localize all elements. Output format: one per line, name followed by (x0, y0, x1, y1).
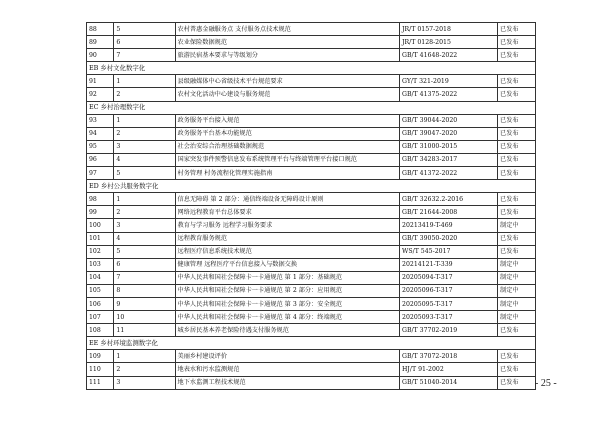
sub-index-cell: 7 (114, 49, 175, 62)
standard-name-cell: 农村文化活动中心建设与服务规范 (175, 88, 400, 101)
sub-index-cell: 3 (114, 219, 175, 232)
standard-name-cell: 远程医疗信息系统技术规范 (175, 245, 400, 258)
table-row (87, 153, 536, 166)
serial-number-cell: 102 (87, 245, 114, 258)
table-row (87, 167, 536, 180)
status-cell: 已发布 (498, 23, 536, 36)
standard-name-cell: 旅游民宿基本要求与等级划分 (175, 49, 400, 62)
category-row (87, 62, 536, 75)
standard-code-cell: JR/T 0157-2018 (400, 23, 498, 36)
serial-number-cell: 95 (87, 140, 114, 153)
standards-table (86, 22, 536, 390)
serial-number-cell: 101 (87, 232, 114, 245)
status-cell: 已发布 (498, 140, 536, 153)
sub-index-cell: 2 (114, 88, 175, 101)
table-row (87, 363, 536, 376)
standard-name-cell: 信息无障碍 第 2 部分：通信终端设备无障碍设计原则 (175, 193, 400, 206)
status-cell: 已发布 (498, 88, 536, 101)
standard-name-cell: 中华人民共和国社会保障卡一卡通规范 第 2 部分：应用规范 (175, 284, 400, 297)
standard-name-cell: 村务管理 村务流程化管理实施指南 (175, 167, 400, 180)
sub-index-cell: 5 (114, 245, 175, 258)
standard-code-cell: GB/T 34283-2017 (400, 153, 498, 166)
sub-index-cell: 1 (114, 75, 175, 88)
standard-name-cell: 网络远程教育平台总体要求 (175, 206, 400, 219)
table-row (87, 49, 536, 62)
sub-index-cell: 7 (114, 271, 175, 284)
table-row (87, 284, 536, 297)
status-cell: 已发布 (498, 232, 536, 245)
sub-index-cell: 1 (114, 114, 175, 127)
status-cell: 制定中 (498, 311, 536, 324)
status-cell: 已发布 (498, 376, 536, 389)
sub-index-cell: 2 (114, 363, 175, 376)
table-row (87, 75, 536, 88)
standard-code-cell: GB/T 51040-2014 (400, 376, 498, 389)
sub-index-cell: 11 (114, 324, 175, 337)
standard-name-cell: 远程教育服务规范 (175, 232, 400, 245)
standard-name-cell: 国家突发事件预警信息发布系统管理平台与终端管理平台接口规范 (175, 153, 400, 166)
standard-code-cell: GB/T 37072-2018 (400, 350, 498, 363)
table-row (87, 311, 536, 324)
category-label: ED 乡村公共服务数字化 (87, 180, 536, 193)
serial-number-cell: 103 (87, 258, 114, 271)
sub-index-cell: 10 (114, 311, 175, 324)
status-cell: 已发布 (498, 36, 536, 49)
status-cell: 已发布 (498, 114, 536, 127)
table-row (87, 258, 536, 271)
category-row (87, 101, 536, 114)
sub-index-cell: 4 (114, 153, 175, 166)
standard-code-cell: 20205096-T-317 (400, 284, 498, 297)
standard-name-cell: 政务服务平台接入规范 (175, 114, 400, 127)
sub-index-cell: 4 (114, 232, 175, 245)
standard-name-cell: 政务服务平台基本功能规范 (175, 127, 400, 140)
status-cell: 已发布 (498, 49, 536, 62)
standard-code-cell: GY/T 321-2019 (400, 75, 498, 88)
serial-number-cell: 97 (87, 167, 114, 180)
standards-table-body (87, 23, 536, 390)
standard-name-cell: 地表水和污水监测规范 (175, 363, 400, 376)
table-row (87, 271, 536, 284)
standard-name-cell: 地下水监测工程技术规范 (175, 376, 400, 389)
standard-code-cell: HJ/T 91-2002 (400, 363, 498, 376)
standard-code-cell: JR/T 0128-2015 (400, 36, 498, 49)
sub-index-cell: 6 (114, 258, 175, 271)
table-row (87, 232, 536, 245)
standard-code-cell: 20213419-T-469 (400, 219, 498, 232)
table-row (87, 350, 536, 363)
status-cell: 制定中 (498, 297, 536, 310)
standard-code-cell: GB/T 32632.2-2016 (400, 193, 498, 206)
table-row (87, 376, 536, 389)
standard-name-cell: 中华人民共和国社会保障卡一卡通规范 第 4 部分：终端规范 (175, 311, 400, 324)
sub-index-cell: 1 (114, 350, 175, 363)
table-row (87, 127, 536, 140)
table-row (87, 245, 536, 258)
sub-index-cell: 6 (114, 36, 175, 49)
sub-index-cell: 3 (114, 376, 175, 389)
standard-code-cell: GB/T 39044-2020 (400, 114, 498, 127)
status-cell: 制定中 (498, 271, 536, 284)
sub-index-cell: 3 (114, 140, 175, 153)
standard-code-cell: 20214121-T-339 (400, 258, 498, 271)
serial-number-cell: 110 (87, 363, 114, 376)
status-cell: 已发布 (498, 245, 536, 258)
serial-number-cell: 92 (87, 88, 114, 101)
sub-index-cell: 2 (114, 206, 175, 219)
serial-number-cell: 93 (87, 114, 114, 127)
table-row (87, 23, 536, 36)
status-cell: 已发布 (498, 193, 536, 206)
standard-code-cell: GB/T 39050-2020 (400, 232, 498, 245)
standard-code-cell: GB/T 37702-2019 (400, 324, 498, 337)
serial-number-cell: 108 (87, 324, 114, 337)
category-label: EB 乡村文化数字化 (87, 62, 536, 75)
serial-number-cell: 89 (87, 36, 114, 49)
standard-name-cell: 中华人民共和国社会保障卡一卡通规范 第 1 部分：基础规范 (175, 271, 400, 284)
serial-number-cell: 98 (87, 193, 114, 206)
standard-name-cell: 中华人民共和国社会保障卡一卡通规范 第 3 部分：安全规范 (175, 297, 400, 310)
standard-code-cell: 20205093-T-317 (400, 311, 498, 324)
table-row (87, 297, 536, 310)
sub-index-cell: 5 (114, 23, 175, 36)
status-cell: 已发布 (498, 153, 536, 166)
serial-number-cell: 90 (87, 49, 114, 62)
page-number: - 25 - (535, 378, 557, 389)
serial-number-cell: 109 (87, 350, 114, 363)
standard-name-cell: 农村普惠金融服务点 支付服务点技术规范 (175, 23, 400, 36)
serial-number-cell: 111 (87, 376, 114, 389)
category-row (87, 180, 536, 193)
serial-number-cell: 99 (87, 206, 114, 219)
standard-name-cell: 社会治安综合治理基础数据规范 (175, 140, 400, 153)
standard-name-cell: 农业保险数据规范 (175, 36, 400, 49)
table-row (87, 36, 536, 49)
serial-number-cell: 107 (87, 311, 114, 324)
sub-index-cell: 1 (114, 193, 175, 206)
status-cell: 已发布 (498, 127, 536, 140)
standard-code-cell: GB/T 31000-2015 (400, 140, 498, 153)
standard-code-cell: 20205094-T-317 (400, 271, 498, 284)
status-cell: 制定中 (498, 219, 536, 232)
sub-index-cell: 5 (114, 167, 175, 180)
standard-code-cell: WS/T 545-2017 (400, 245, 498, 258)
status-cell: 已发布 (498, 324, 536, 337)
table-row (87, 193, 536, 206)
status-cell: 已发布 (498, 206, 536, 219)
standard-code-cell: 20205095-T-317 (400, 297, 498, 310)
serial-number-cell: 96 (87, 153, 114, 166)
status-cell: 制定中 (498, 284, 536, 297)
category-label: EE 乡村环境监测数字化 (87, 337, 536, 350)
serial-number-cell: 105 (87, 284, 114, 297)
table-row (87, 206, 536, 219)
sub-index-cell: 2 (114, 127, 175, 140)
standard-code-cell: GB/T 41648-2022 (400, 49, 498, 62)
table-row (87, 114, 536, 127)
standard-name-cell: 县级融媒体中心省级技术平台规范要求 (175, 75, 400, 88)
serial-number-cell: 88 (87, 23, 114, 36)
table-row (87, 88, 536, 101)
serial-number-cell: 106 (87, 297, 114, 310)
standard-name-cell: 教育与学习服务 远程学习服务要求 (175, 219, 400, 232)
status-cell: 已发布 (498, 167, 536, 180)
category-label: EC 乡村治理数字化 (87, 101, 536, 114)
standard-name-cell: 美丽乡村建设评价 (175, 350, 400, 363)
status-cell: 已发布 (498, 350, 536, 363)
serial-number-cell: 94 (87, 127, 114, 140)
standard-name-cell: 城乡居民基本养老保险待遇支付服务规范 (175, 324, 400, 337)
standard-code-cell: GB/T 21644-2008 (400, 206, 498, 219)
sub-index-cell: 9 (114, 297, 175, 310)
standard-code-cell: GB/T 41372-2022 (400, 167, 498, 180)
table-row (87, 140, 536, 153)
category-row (87, 337, 536, 350)
serial-number-cell: 104 (87, 271, 114, 284)
serial-number-cell: 100 (87, 219, 114, 232)
standard-name-cell: 健康管理 远程医疗平台信息接入与数据交换 (175, 258, 400, 271)
status-cell: 制定中 (498, 258, 536, 271)
serial-number-cell: 91 (87, 75, 114, 88)
standard-code-cell: GB/T 41375-2022 (400, 88, 498, 101)
sub-index-cell: 8 (114, 284, 175, 297)
table-row (87, 324, 536, 337)
status-cell: 已发布 (498, 75, 536, 88)
table-row (87, 219, 536, 232)
standard-code-cell: GB/T 39047-2020 (400, 127, 498, 140)
status-cell: 已发布 (498, 363, 536, 376)
